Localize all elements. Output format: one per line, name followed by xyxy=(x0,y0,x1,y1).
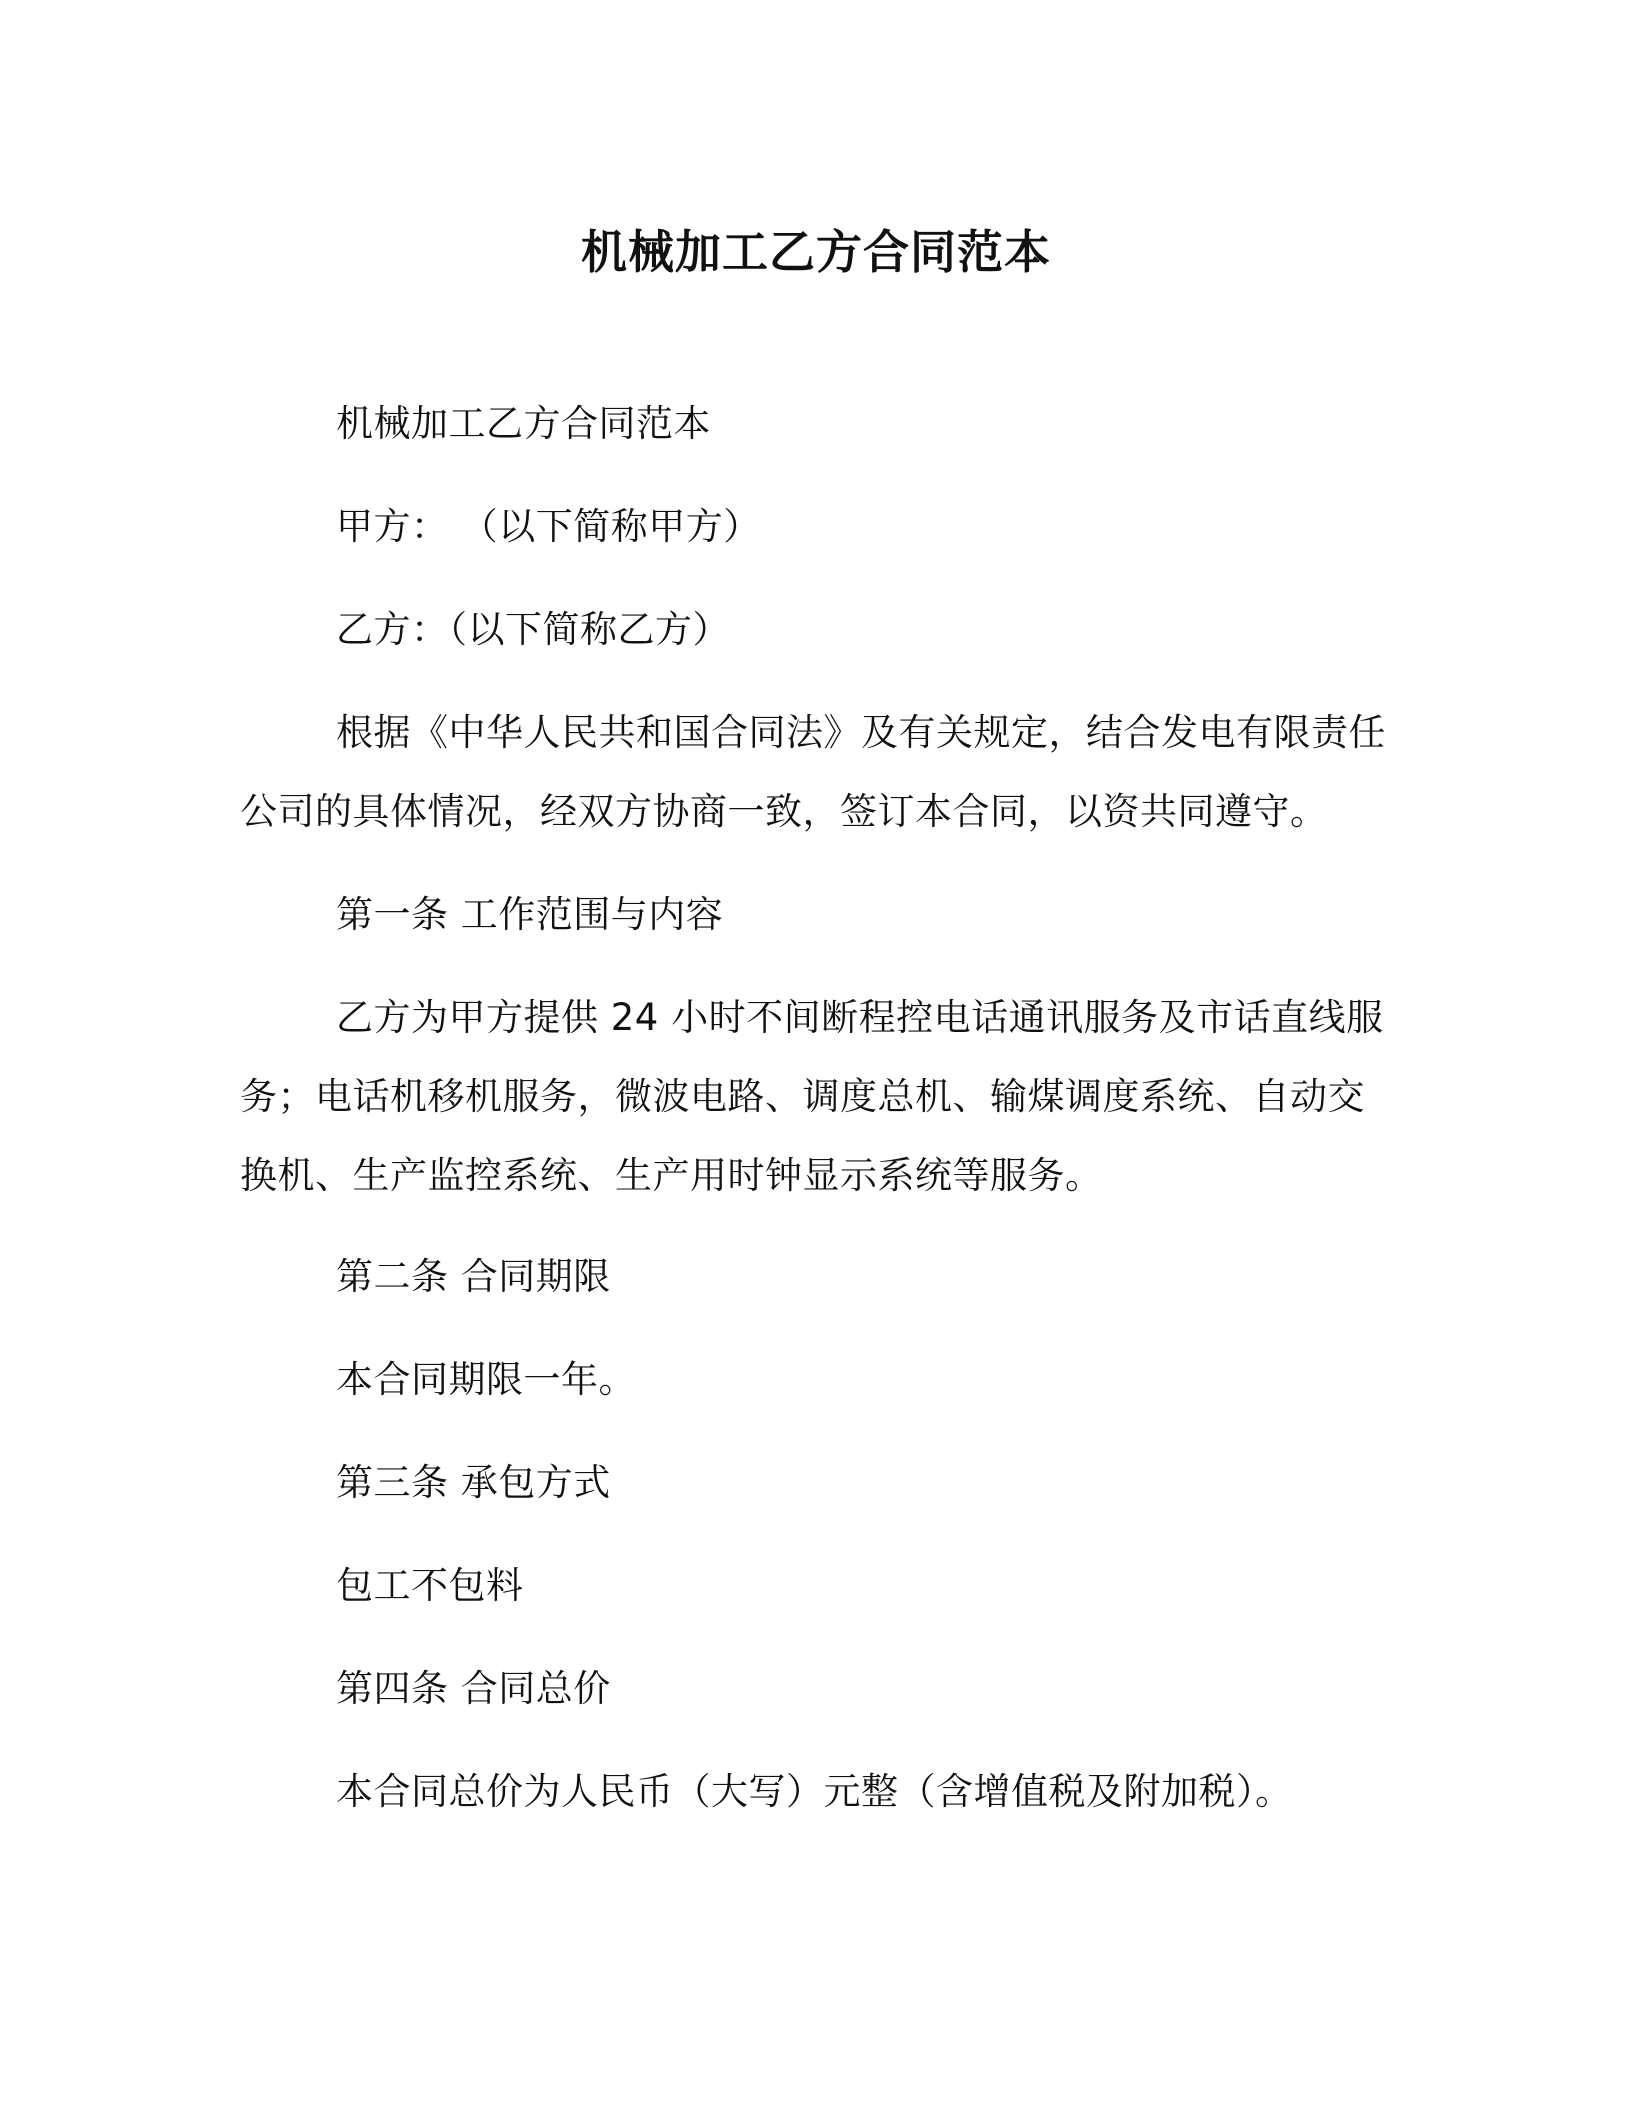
subtitle-paragraph: 机械加工乙方合同范本 xyxy=(336,402,711,445)
party-b-line: 乙方：（以下简称乙方） xyxy=(336,608,730,651)
article-3-heading: 第三条 承包方式 xyxy=(336,1461,611,1504)
article-2-content: 本合同期限一年。 xyxy=(336,1358,636,1401)
party-a-line: 甲方： （以下简称甲方） xyxy=(336,505,761,548)
article-3-content: 包工不包料 xyxy=(336,1564,524,1607)
article-4-content: 本合同总价为人民币（大写）元整（含增值税及附加税）。 xyxy=(336,1770,1293,1813)
article-1-heading: 第一条 工作范围与内容 xyxy=(336,893,724,936)
article-2-heading: 第二条 合同期限 xyxy=(336,1255,611,1298)
document-title: 机械加工乙方合同范本 xyxy=(581,225,1051,279)
article-4-heading: 第四条 合同总价 xyxy=(336,1667,611,1710)
article-1-content: 乙方为甲方提供 24 小时不间断程控电话通讯服务及市话直线服务；电话机移机服务，微波电路、调度总机、输煤调度系统、自动交换机、生产监控系统、生产用时钟显示系统等服务。 xyxy=(240,996,1384,1197)
preamble-paragraph: 根据《中华人民共和国合同法》及有关规定，结合发电有限责任公司的具体情况，经双方协商一致，签订本合同，以资共同遵守。 xyxy=(240,711,1386,833)
